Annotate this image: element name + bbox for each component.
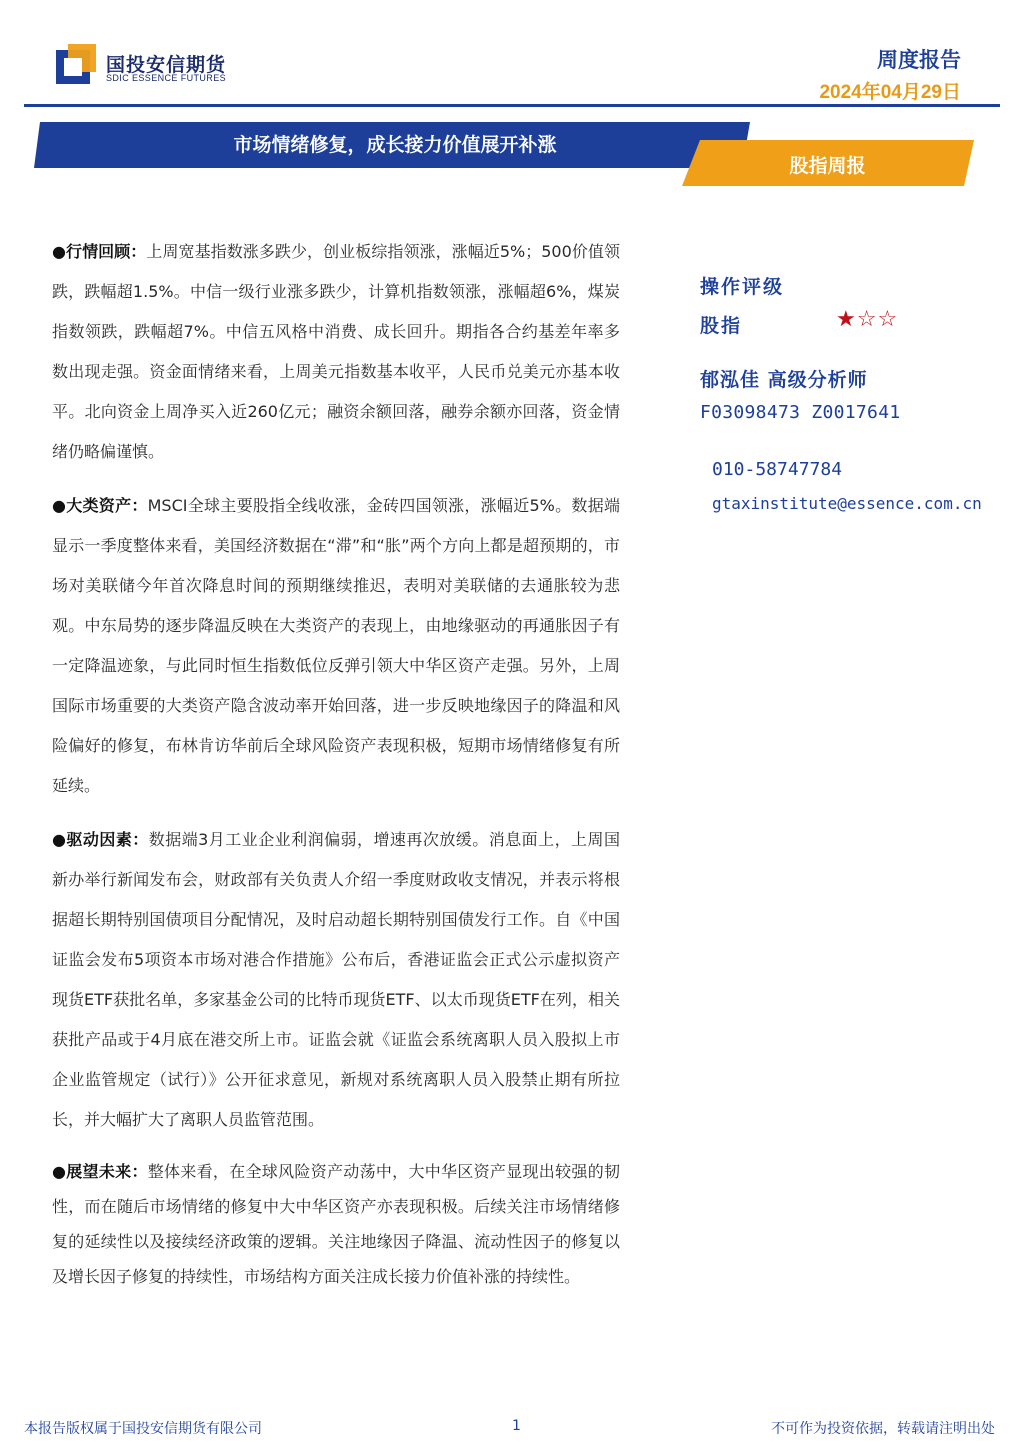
- section-label: 驱动因素：: [66, 830, 149, 849]
- rating-row: [700, 305, 1020, 341]
- section-text: MSCI全球主要股指全线收涨，金砖四国领涨，涨幅近5%。数据端显示一季度整体来看，美国经济数据在“滞”和“胀”两个方向上都是超预期的，市场对美联储今年首次降息时间的预期继续推迟，表明对美联储的去通胀较为悲观。中东局势的逐步降温反映在大类资产的表现上，由地缘驱动的再通胀因子有一定降温迹象，与此同时恒生指数低位反弹引领大中华区资产走强。另外，上周国际市场重要的大类资产隐含波动率开始回落，进一步反映地缘因子的降温和风险偏好的修复，布林肯访华前后全球风险资产表现积极，短期市场情绪修复有所延续。: [52, 496, 620, 795]
- analyst-license-ids: F03098473 Z0017641: [700, 402, 901, 423]
- footer-disclaimer: 不可作为投资依据，转载请注明出处: [771, 1421, 995, 1437]
- bullet-icon: ●: [52, 1162, 67, 1181]
- rating-heading: 操作评级: [700, 276, 785, 298]
- bullet-icon: ●: [52, 242, 67, 261]
- report-category-tag: 股指周报: [789, 155, 866, 177]
- section-text: 整体来看，在全球风险资产动荡中，大中华区资产显现出较强的韧性，而在随后市场情绪的修复中大中华区资产亦表现积极。后续关注市场情绪修复的延续性以及接续经济政策的逻辑。关注地缘因子降温、流动性因子的修复以及增长因子修复的持续性，市场结构方面关注成长接力价值补涨的持续性。: [52, 1162, 620, 1286]
- contact-email[interactable]: gtaxinstitute@essence.com.cn: [712, 494, 982, 513]
- section-drivers: [52, 820, 620, 1140]
- report-header: [0, 0, 1025, 110]
- section-text: 上周宽基指数涨多跌少，创业板综指领涨，涨幅近5%；500价值领跌，跌幅超1.5%。中信一级行业涨多跌少，计算机指数领涨，涨幅超6%，煤炭指数领跌，跌幅超7%。中信五风格中消费、成长回升。期指各合约基差年率多数出现走强。资金面情绪来看，上周美元指数基本收平，人民币兑美元亦基本收平。北向资金上周净买入近260亿元；融资余额回落，融券余额亦回落，资金情绪仍略偏谨慎。: [52, 242, 620, 461]
- section-asset-classes: [52, 486, 620, 806]
- analyst-name: 郁泓佳 高级分析师: [700, 369, 868, 391]
- page-number: 1: [512, 1418, 521, 1434]
- section-label: 展望未来：: [66, 1162, 148, 1181]
- section-market-review: [52, 232, 620, 472]
- star-rating-icon: ★☆☆: [836, 307, 899, 332]
- report-type: 周度报告: [877, 48, 961, 72]
- bullet-icon: ●: [52, 496, 67, 515]
- section-label: 大类资产：: [66, 496, 148, 515]
- sidebar: [700, 272, 1020, 513]
- report-date: 2024年04月29日: [819, 82, 961, 103]
- company-logo-icon: [54, 42, 98, 86]
- contact-phone: 010-58747784: [712, 459, 843, 480]
- rating-label: 股指: [700, 315, 743, 337]
- company-name-en: SDIC ESSENCE FUTURES: [106, 73, 227, 83]
- bullet-icon: ●: [52, 830, 67, 849]
- section-label: 行情回顾：: [66, 242, 147, 261]
- footer-copyright: 本报告版权属于国投安信期货有限公司: [24, 1421, 262, 1437]
- header-divider: [24, 104, 1000, 107]
- report-body: [52, 232, 620, 1308]
- section-outlook: [52, 1154, 620, 1294]
- company-name-cn: 国投安信期货: [106, 54, 227, 76]
- report-title: 市场情绪修复，成长接力价值展开补涨: [233, 134, 557, 156]
- section-text: 数据端3月工业企业利润偏弱，增速再次放缓。消息面上，上周国新办举行新闻发布会，财政部有关负责人介绍一季度财政收支情况，并表示将根据超长期特别国债项目分配情况，及时启动超长期特别国债发行工作。自《中国证监会发布5项资本市场对港合作措施》公布后，香港证监会正式公示虚拟资产现货ETF获批名单，多家基金公司的比特币现货ETF、以太币现货ETF在列，相关获批产品或于4月底在港交所上市。证监会就《证监会系统离职人员入股拟上市企业监管规定（试行）》公开征求意见，新规对系统离职人员入股禁止期有所拉长，并大幅扩大了离职人员监管范围。: [52, 830, 620, 1129]
